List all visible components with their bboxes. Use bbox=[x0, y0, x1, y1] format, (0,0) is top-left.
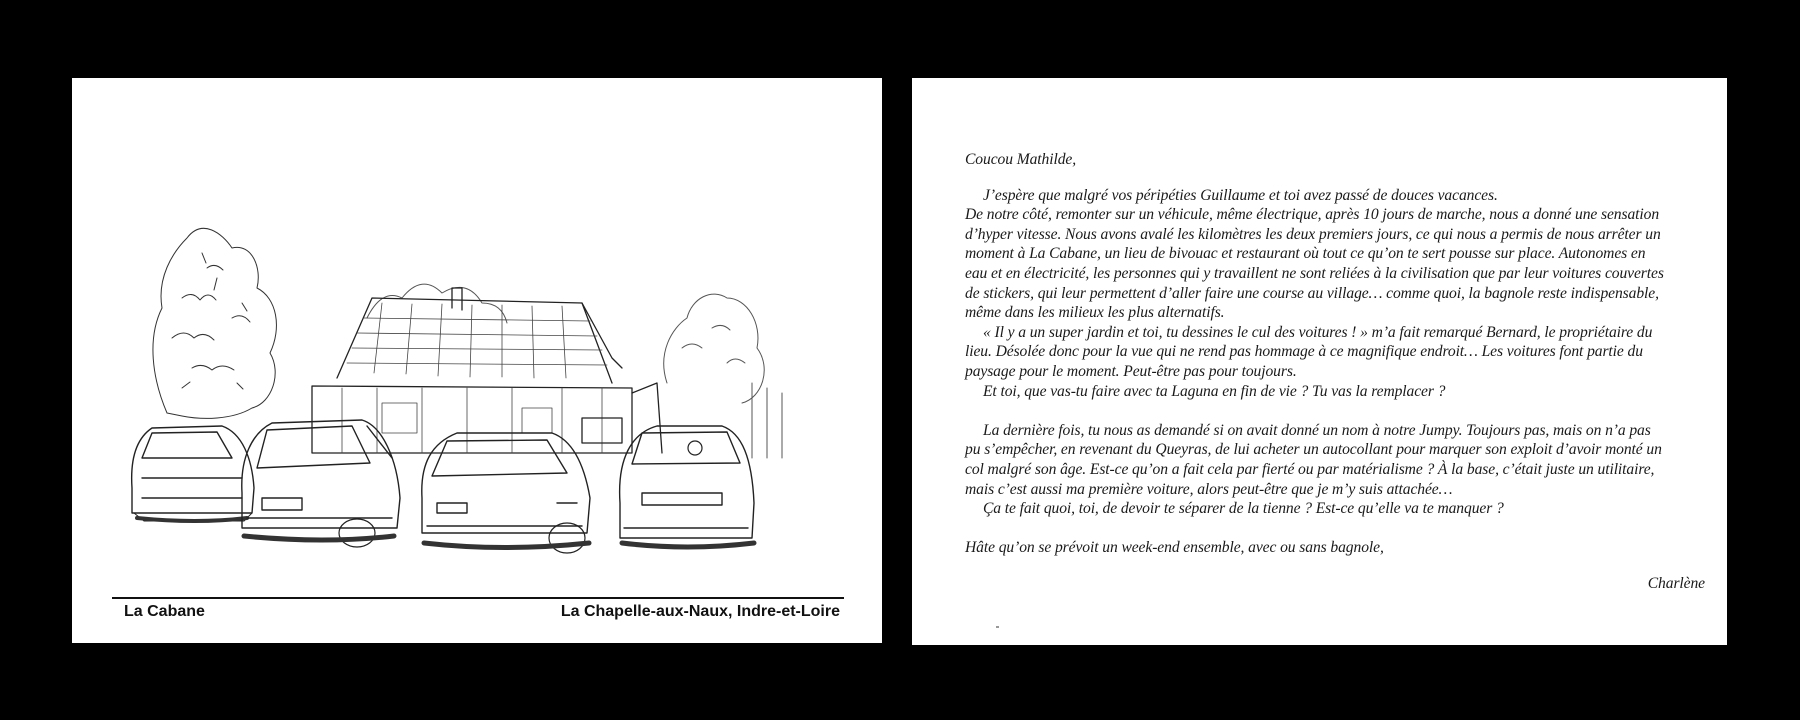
letter-signature: Charlène bbox=[1647, 574, 1705, 592]
letter-paragraph: De notre côté, remonter sur un véhicule, même électrique, après 10 jours de marche, nous a donné une sensation d’hyper vitesse. Nous avons avalé les kilomètres les deux premiers jours, ce qui nous a permis de nous arrêter un moment à La Cabane, un lieu de bivouac et restaurant où tout ce qu’on te sert pousse sur place. Autonomes en eau et en électricité, les personnes qui y travaillent ne sont reliées à la civilisation que par leur voitures couvertes de stickers, qui leur permettent d’aller faire une course au village… comme quoi, la bagnole reste indispensable, même dans les milieux les plus alternatifs. bbox=[965, 206, 1664, 322]
tree-right bbox=[664, 294, 782, 458]
letter-paragraph: Et toi, que vas-tu faire avec ta Laguna en fin de vie ? Tu vas la remplacer ? bbox=[983, 382, 1446, 400]
letter-closing: Hâte qu’on se prévoit un week-end ensemble, avec ou sans bagnole, bbox=[965, 539, 1384, 557]
car-4 bbox=[620, 426, 754, 547]
letter-paragraph: « Il y a un super jardin et toi, tu dessines le cul des voitures ! » m’a fait remarqué Bernard, le propriétaire du lieu. Désolée donc pour la vue qui ne rend pas hommage à ce magnifique endroit… Les voitures font partie du paysage pour le moment. Peut-être pas pour toujours. bbox=[965, 323, 1653, 380]
sketch-illustration bbox=[112, 158, 852, 618]
car-3 bbox=[422, 433, 590, 553]
car-2 bbox=[242, 420, 400, 547]
letter-greeting: Coucou Mathilde, bbox=[965, 151, 1077, 168]
postcard-front bbox=[72, 78, 882, 643]
caption-place-name: La Cabane bbox=[124, 603, 205, 620]
car-1 bbox=[132, 426, 254, 521]
cabin bbox=[312, 288, 662, 453]
letter-paragraph: La dernière fois, tu nous as demandé si on avait donné un nom à notre Jumpy. Toujours pas, mais on n’a pas pu s’empêcher, en revenant du Queyras, de lui acheter un autocollant pour marquer son exploit d’avoir monté un col malgré son âge. Est-ce qu’on a fait cela par fierté ou par matérialisme ? À la base, c’était juste un utilitaire, mais c’est aussi ma première voiture, alors peut-être que je m’y suis attachée… bbox=[965, 421, 1662, 498]
tree-left bbox=[153, 228, 277, 418]
letter-body bbox=[965, 150, 1705, 593]
shrub bbox=[367, 284, 507, 323]
letter-paragraph: Ça te fait quoi, toi, de devoir te séparer de la tienne ? Est-ce qu’elle va te manquer ? bbox=[983, 500, 1504, 518]
letter-paragraph: J’espère que malgré vos péripéties Guillaume et toi avez passé de douces vacances. bbox=[983, 186, 1498, 204]
postcard-back bbox=[912, 78, 1727, 645]
caption-rule bbox=[112, 597, 844, 599]
caption-location: La Chapelle-aux-Naux, Indre-et-Loire bbox=[560, 603, 840, 620]
paper-speck bbox=[996, 626, 999, 628]
